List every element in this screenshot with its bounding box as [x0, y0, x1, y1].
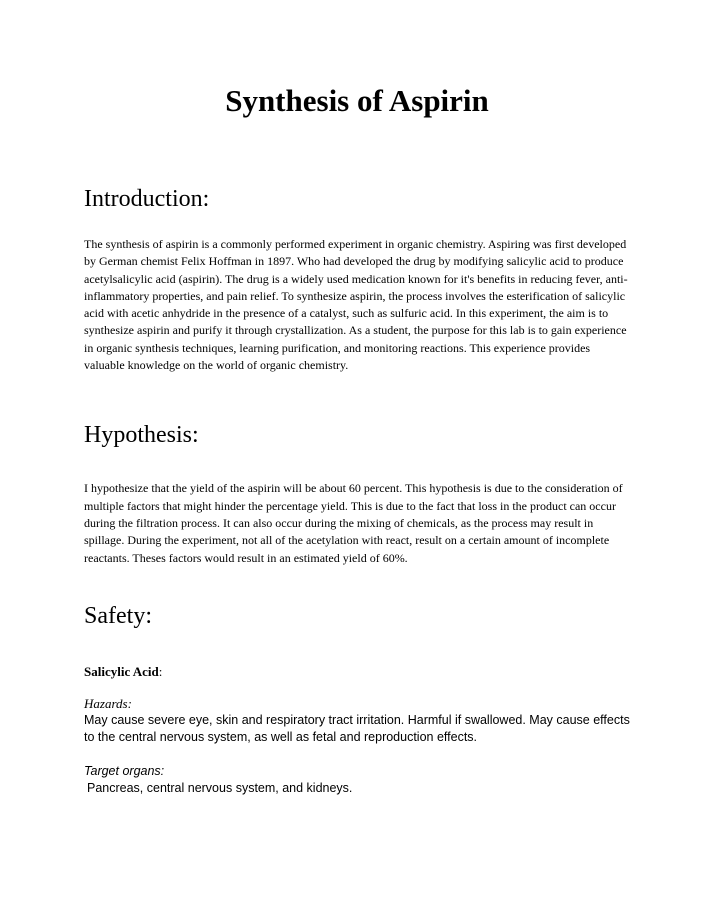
hazards-text: May cause severe eye, skin and respiratory tract irritation. Harmful if swallowed. May cause effects to the central nervous system, as well as fetal and reproduction effects. — [84, 712, 630, 744]
document-title: Synthesis of Aspirin — [225, 83, 489, 118]
introduction-paragraph: The synthesis of aspirin is a commonly performed experiment in organic chemistry. Aspiring was first developed by German chemist Felix Hoffman in 1897. Who had developed the drug by modifying salicylic acid to produce acetylsalicylic acid (aspirin). The drug is a widely used medication known for it's benefits in reducing fever, anti-inflammatory properties, and pain relief. To synthesize aspirin, the process involves the esterification of salicylic acid with acetic anhydride in the presence of a catalyst, such as sulfuric acid. In this experiment, the aim is to synthesize aspirin and purify it through crystallization. As a student, the purpose for this lab is to gain experience in organic synthesis techniques, learning purification, and monitoring reactions. This experience provides valuable knowledge on the world of organic chemistry. — [84, 237, 628, 373]
target-organs-text: Pancreas, central nervous system, and kidneys. — [87, 780, 353, 795]
chemical-name-line — [84, 663, 630, 680]
hazards-label: Hazards: — [84, 695, 132, 711]
target-organs-label: Target organs: — [84, 763, 165, 778]
safety-heading: Safety: — [84, 602, 152, 629]
chemical-name-colon: : — [158, 663, 163, 679]
hypothesis-heading: Hypothesis: — [84, 422, 199, 449]
chemical-name: Salicylic Acid — [84, 663, 159, 679]
hypothesis-paragraph: I hypothesize that the yield of the aspirin will be about 60 percent. This hypothesis is due to the consideration of multiple factors that might hinder the percentage yield. This is due to the fact that loss in the product can occur during the filtration process. It can also occur during the mixing of chemicals, as the process may result in spillage. During the experiment, not all of the acetylation with react, result on a certain amount of incomplete reactants. Theses factors would result in an estimated yield of 60%. — [84, 481, 623, 565]
introduction-heading: Introduction: — [84, 186, 210, 212]
